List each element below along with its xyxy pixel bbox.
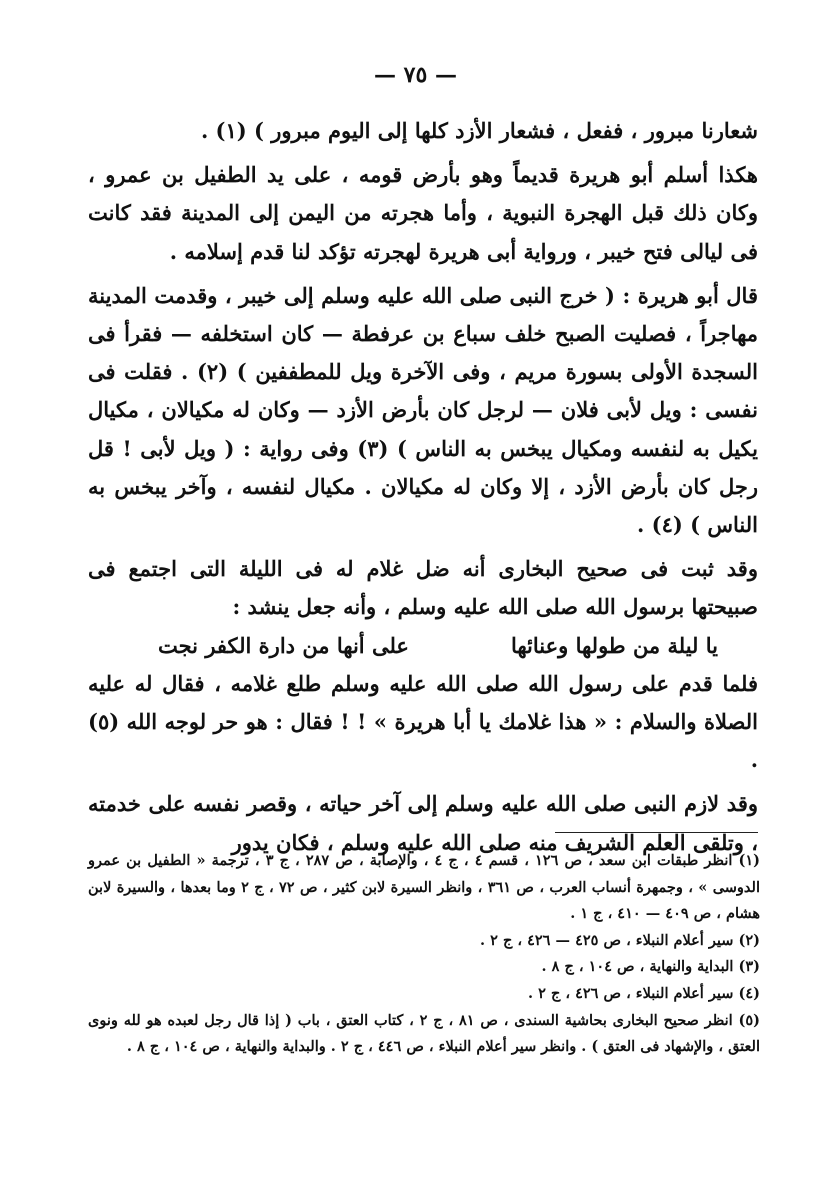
paragraph: وقد ثبت فى صحيح البخارى أنه ضل غلام له فى الليلة التى اجتمع فى صبيحتها برسول الله صلى الله عليه وسلم ، وأنه جعل ينشد :: [88, 556, 758, 620]
footnote: (٢) سير أعلام النبلاء ، ص ٤٢٥ — ٤٢٦ ، ج ٢ .: [480, 931, 760, 949]
paragraph: هكذا أسلم أبو هريرة قديماً وهو بأرض قومه ، على يد الطفيل بن عمرو ، وكان ذلك قبل الهجرة النبوية ، وأما هجرته من اليمن إلى المدينة فقد كانت فى ليالى فتح خيبر ، ورواية أبى هريرة لهجرته تؤكد لنا قدم إسلامه .: [88, 162, 758, 264]
poem-verse: [158, 627, 718, 665]
footnote: (٣) البداية والنهاية ، ص ١٠٤ ، ج ٨ .: [541, 958, 760, 976]
paragraph: شعارنا مبرور ، ففعل ، فشعار الأزد كلها إلى اليوم مبرور ) (١) .: [200, 118, 758, 143]
footnote: (٤) سير أعلام النبلاء ، ص ٤٢٦ ، ج ٢ .: [527, 984, 760, 1002]
paragraph: وقد لازم النبى صلى الله عليه وسلم إلى آخر حياته ، وقصر نفسه على خدمته ، وتلقى العلم الشريف منه صلى الله عليه وسلم ، فكان يدور: [88, 791, 758, 855]
poem-hemistich-second: على أنها من دارة الكفر نجت: [158, 632, 409, 658]
poem-hemistich-first: يا ليلة من طولها وعنائها: [510, 632, 718, 658]
footnote: (٥) انظر صحيح البخارى بحاشية السندى ، ص ٨١ ، ج ٢ ، كتاب العتق ، باب ( إذا قال رجل لعبده هو لله ونوى العتق ، والإشهاد فى العتق ) . وانظر سير أعلام النبلاء ، ص ٤٤٦ ، ج ٢ . والبداية والنهاية ، ص ١٠٤ ، ج ٨ .: [88, 1011, 761, 1056]
footnote-divider: [555, 832, 758, 833]
main-text: [88, 112, 758, 862]
footnote: (١) انظر طبقات ابن سعد ، ص ١٢٦ ، قسم ٤ ، ج ٤ ، والإصابة ، ص ٢٨٧ ، ج ٣ ، ترجمة « الطفيل بن عمرو الدوسى » ، وجمهرة أنساب العرب ، ص ٣٦١ ، وانظر السيرة لابن كثير ، ص ٧٢ ، ج ٢ وما بعدها ، والسيرة لابن هشام ، ص ٤٠٩ — ٤١٠ ، ج ١ .: [88, 852, 761, 923]
paragraph: فلما قدم على رسول الله صلى الله عليه وسلم طلع غلامه ، فقال له عليه الصلاة والسلام : « هذا غلامك يا أبا هريرة » ! ! فقال : هو حر لوجه الله (٥) .: [88, 670, 758, 773]
page-number: — ٧٥ —: [374, 62, 457, 88]
paragraph: قال أبو هريرة : ( خرج النبى صلى الله عليه وسلم إلى خيبر ، وقدمت المدينة مهاجراً ، فصليت الصبح خلف سباع بن عرفطة — كان استخلفه — فقرأ فى السجدة الأولى بسورة مريم ، وفى الآخرة ويل للمطففين ) (٢) . فقلت فى نفسى : ويل لأبى فلان — لرجل كان بأرض الأزد — وكان له مكيالان ، مكيال يكيل به لنفسه ومكيال يبخس به الناس ) (٣) وفى رواية : ( ويل لأبى ! قل رجل كان بأرض الأزد ، إلا وكان له مكيالان . مكيال لنفسه ، وآخر يبخس به الناس ) (٤) .: [88, 282, 758, 538]
footnotes: [88, 848, 760, 1061]
